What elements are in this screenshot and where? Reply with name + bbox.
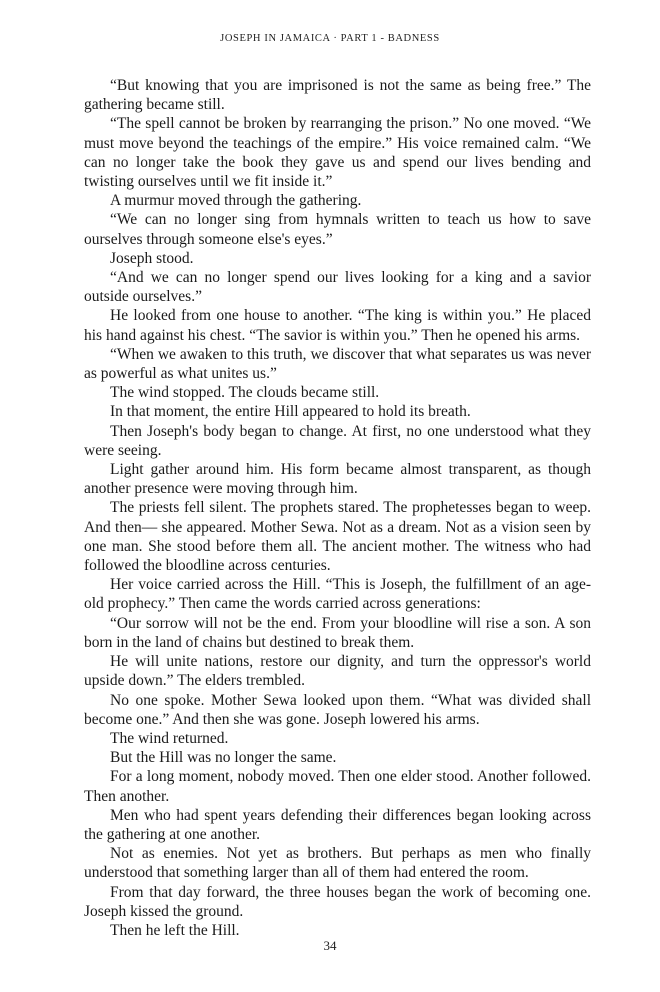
paragraph: Not as enemies. Not yet as brothers. But perhaps as men who finally understood that something larger than all of them had entered the room. [84, 845, 591, 882]
paragraph: A murmur moved through the gathering. [110, 192, 362, 210]
paragraph: “Our sorrow will not be the end. From your bloodline will rise a son. A son born in the land of chains but destined to break them. [84, 614, 591, 651]
paragraph: Joseph stood. [110, 249, 194, 267]
paragraph: “The spell cannot be broken by rearranging the prison.” No one moved. “We must move beyond the teachings of the empire.” His voice remained calm. “We can no longer take the book they gave us and spend our lives bending and twisting ourselves until we fit inside it.” [84, 115, 591, 191]
paragraph: He looked from one house to another. “The king is within you.” He placed his hand against his chest. “The savior is within you.” Then he opened his arms. [84, 307, 591, 344]
paragraph: Then he left the Hill. [110, 921, 240, 939]
running-header: JOSEPH IN JAMAICA · PART 1 - BADNESS [220, 33, 440, 44]
paragraph: Her voice carried across the Hill. “This is Joseph, the fulfillment of an age-old prophecy.” Then came the words carried across generations: [84, 576, 591, 613]
paragraph: Men who had spent years defending their differences began looking across the gathering at one another. [84, 806, 591, 843]
paragraph: In that moment, the entire Hill appeared to hold its breath. [110, 403, 471, 421]
paragraph: “We can no longer sing from hymnals written to teach us how to save ourselves through someone else's eyes.” [84, 211, 591, 248]
paragraph: The wind returned. [110, 729, 229, 747]
paragraph: The priests fell silent. The prophets stared. The prophetesses began to weep. And then— she appeared. Mother Sewa. Not as a dream. Not as a vision seen by one man. She stood before them all. The ancient mother. The witness who had followed the bloodline across centuries. [84, 499, 591, 575]
paragraph: For a long moment, nobody moved. Then one elder stood. Another followed. Then another. [84, 768, 591, 805]
paragraph: “When we awaken to this truth, we discover that what separates us was never as powerful as what unites us.” [84, 345, 591, 383]
paragraph: The wind stopped. The clouds became still. [110, 384, 380, 402]
paragraph: He will unite nations, restore our dignity, and turn the oppressor's world upside down.” The elders trembled. [84, 653, 591, 690]
paragraph: “And we can no longer spend our lives looking for a king and a savior outside ourselves.” [84, 269, 591, 306]
body-text [84, 76, 591, 940]
paragraph: No one spoke. Mother Sewa looked upon them. “What was divided shall become one.” And then she was gone. Joseph lowered his arms. [84, 691, 591, 728]
paragraph: But the Hill was no longer the same. [110, 749, 337, 767]
paragraph: From that day forward, the three houses began the work of becoming one. Joseph kissed the ground. [84, 883, 591, 920]
paragraph: “But knowing that you are imprisoned is not the same as being free.” The gathering became still. [84, 77, 591, 114]
paragraph: Light gather around him. His form became almost transparent, as though another presence were moving through him. [84, 461, 591, 498]
paragraph: Then Joseph's body began to change. At first, no one understood what they were seeing. [84, 422, 591, 459]
page-number: 34 [323, 938, 337, 953]
